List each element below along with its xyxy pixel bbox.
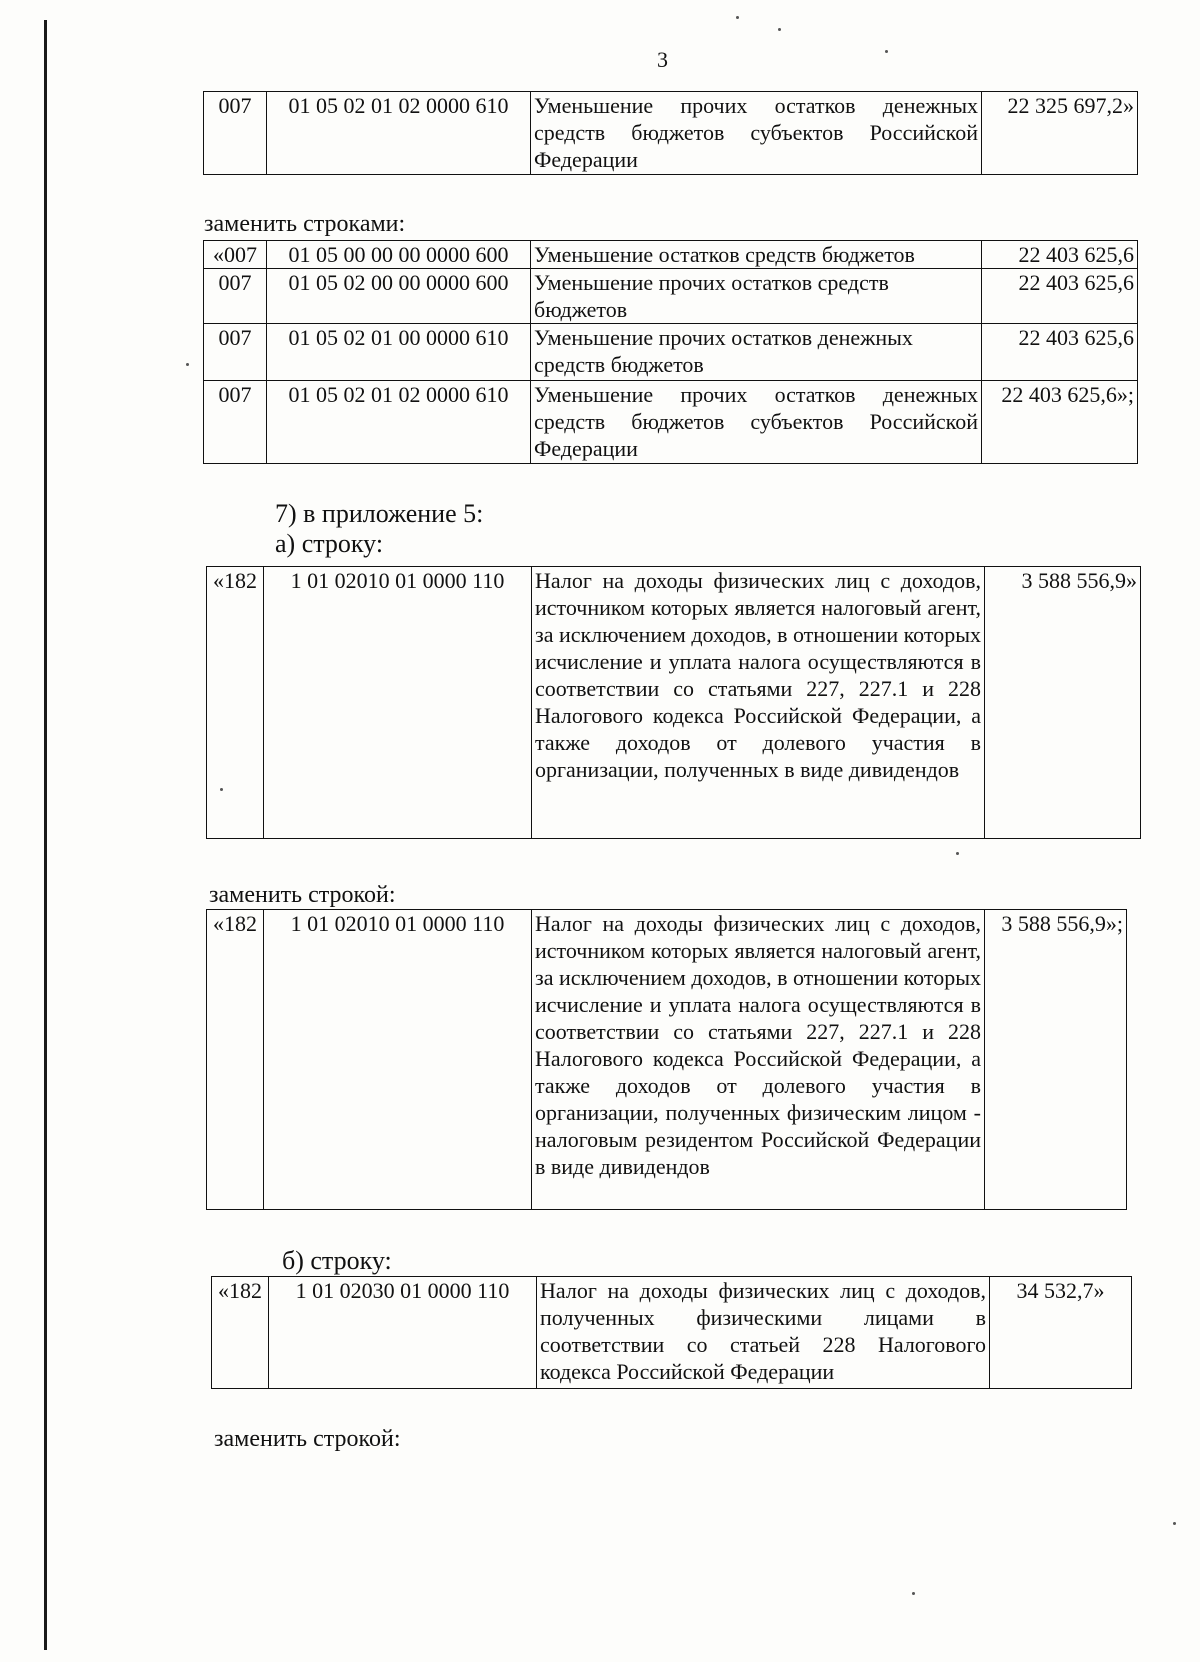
cell-amount: 22 403 625,6	[982, 269, 1138, 324]
cell-code: «182	[207, 567, 264, 839]
table-row	[204, 92, 1138, 175]
cell-name: Налог на доходы физических лиц с доходов, источником которых является налоговый агент, за исключением доходов, в отношении которых исчисление и уплата налога осуществляются в соответствии со статьями 227, 227.1 и 228 Налогового кодекса Российской Федерации, а также доходов от долевого участия в организации, полученных в виде дивидендов	[532, 567, 985, 839]
cell-code: 007	[204, 324, 267, 381]
scan-speck	[912, 1592, 915, 1595]
table-item-a-original	[206, 566, 1141, 839]
appendix-heading: 7) в приложение 5:	[275, 499, 484, 528]
subitem-a-heading: а) строку:	[275, 529, 384, 558]
cell-code: 007	[204, 92, 267, 175]
cell-kbk: 01 05 02 01 02 0000 610	[267, 381, 531, 464]
table-row	[204, 241, 1138, 269]
subitem-b-heading: б) строку:	[282, 1246, 392, 1275]
page-binding-line	[44, 20, 47, 1650]
cell-kbk: 1 01 02030 01 0000 110	[269, 1277, 537, 1389]
cell-code: «007	[204, 241, 267, 269]
cell-name: Уменьшение прочих остатков денежных средств бюджетов	[531, 324, 982, 381]
replace-row-label-1: заменить строкой:	[209, 882, 396, 908]
cell-amount: 22 403 625,6	[982, 241, 1138, 269]
table-row	[204, 324, 1138, 381]
cell-name: Уменьшение прочих остатков средств бюджетов	[531, 269, 982, 324]
cell-amount: 22 325 697,2»	[982, 92, 1138, 175]
table-row	[212, 1277, 1132, 1389]
cell-code: «182	[212, 1277, 269, 1389]
cell-kbk: 01 05 02 01 00 0000 610	[267, 324, 531, 381]
scan-speck	[186, 363, 189, 366]
cell-kbk: 01 05 02 00 00 0000 600	[267, 269, 531, 324]
cell-amount: 22 403 625,6	[982, 324, 1138, 381]
scan-speck	[736, 16, 739, 19]
table-row	[207, 910, 1127, 1210]
cell-kbk: 01 05 00 00 00 0000 600	[267, 241, 531, 269]
table-row	[204, 269, 1138, 324]
table-item-a-replacement	[206, 909, 1127, 1210]
cell-code: «182	[207, 910, 264, 1210]
cell-code: 007	[204, 269, 267, 324]
scan-speck	[885, 50, 888, 53]
table-item-b-original	[211, 1276, 1132, 1389]
cell-kbk: 01 05 02 01 02 0000 610	[267, 92, 531, 175]
scan-speck	[778, 28, 781, 31]
cell-code: 007	[204, 381, 267, 464]
cell-name: Уменьшение прочих остатков денежных средств бюджетов субъектов Российской Федерации	[531, 381, 982, 464]
cell-kbk: 1 01 02010 01 0000 110	[264, 910, 532, 1210]
cell-name: Налог на доходы физических лиц с доходов, полученных физическими лицами в соответствии со статьей 228 Налогового кодекса Российской Федерации	[537, 1277, 990, 1389]
cell-amount: 3 588 556,9»	[985, 567, 1141, 839]
table-original-row	[203, 91, 1138, 175]
cell-amount: 3 588 556,9»;	[985, 910, 1127, 1210]
scan-speck	[220, 788, 223, 791]
cell-amount: 34 532,7»	[990, 1277, 1132, 1389]
replace-rows-label: заменить строками:	[204, 211, 406, 237]
table-row	[207, 567, 1141, 839]
table-row	[204, 381, 1138, 464]
scan-speck	[956, 852, 959, 855]
page-number: 3	[657, 47, 668, 72]
cell-name: Уменьшение остатков средств бюджетов	[531, 241, 982, 269]
replace-row-label-2: заменить строкой:	[214, 1426, 401, 1452]
table-replacement-rows	[203, 240, 1138, 464]
scan-speck	[1173, 1522, 1176, 1525]
cell-amount: 22 403 625,6»;	[982, 381, 1138, 464]
cell-name: Уменьшение прочих остатков денежных средств бюджетов субъектов Российской Федерации	[531, 92, 982, 175]
cell-name: Налог на доходы физических лиц с доходов, источником которых является налоговый агент, за исключением доходов, в отношении которых исчисление и уплата налога осуществляются в соответствии со статьями 227, 227.1 и 228 Налогового кодекса Российской Федерации, а также доходов от долевого участия в организации, полученных физическим лицом - налоговым резидентом Российской Федерации в виде дивидендов	[532, 910, 985, 1210]
cell-kbk: 1 01 02010 01 0000 110	[264, 567, 532, 839]
